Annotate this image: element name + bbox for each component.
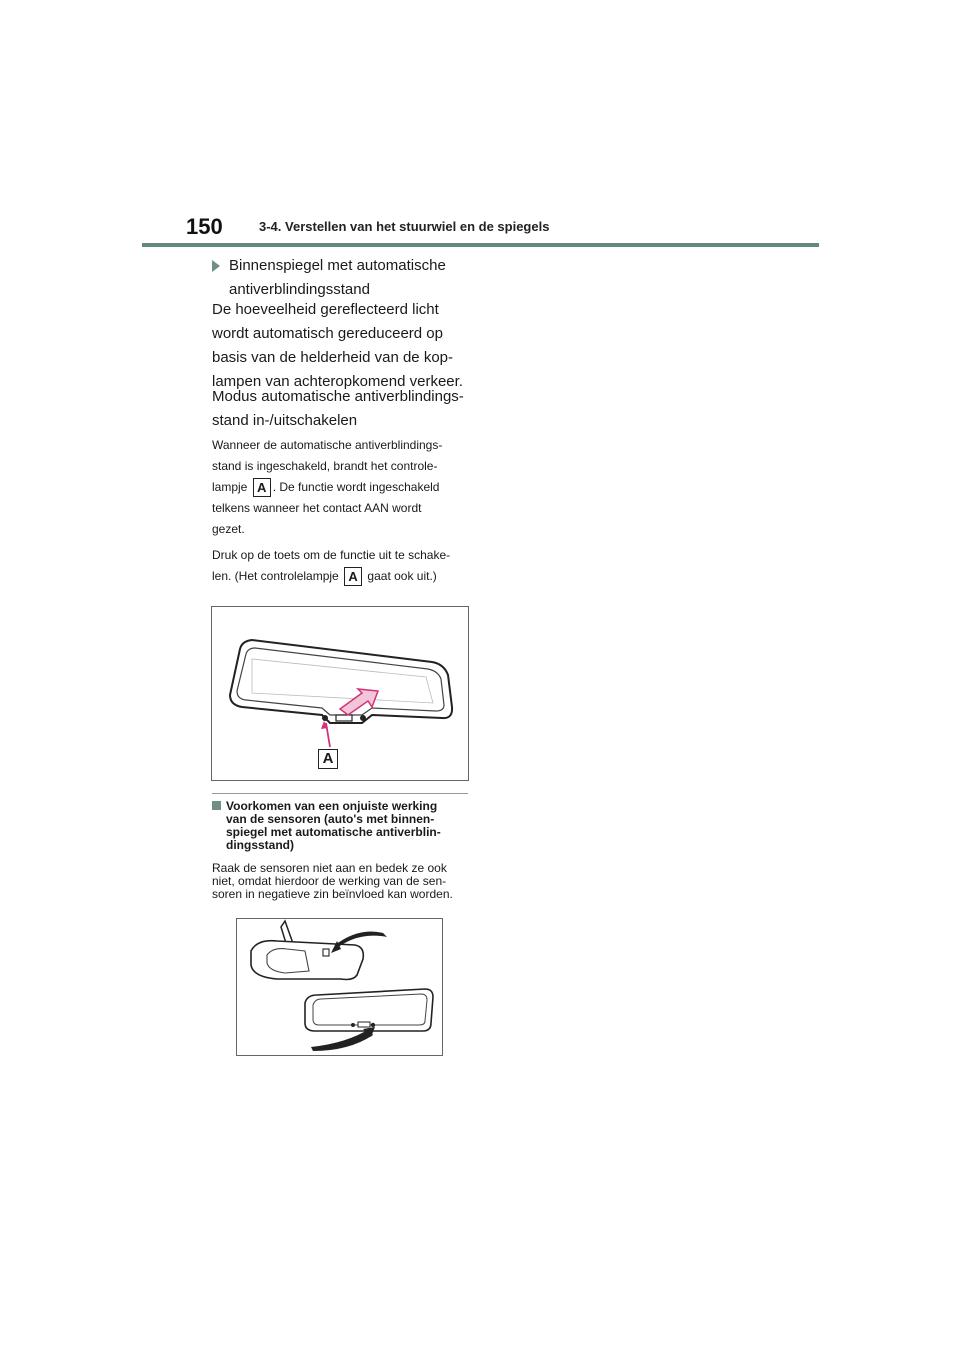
intro-line-3: basis van de helderheid van de kop- xyxy=(212,349,453,366)
chapter-title: 3-4. Verstellen van het stuurwiel en de spiegels xyxy=(259,219,550,234)
note-heading-line-2: van de sensoren (auto's met binnen- xyxy=(226,812,435,826)
note-rule xyxy=(212,793,468,794)
intro-line-2: wordt automatisch gereduceerd op xyxy=(212,325,443,342)
switch-off-line-2-end: gaat ook uit.) xyxy=(367,569,437,583)
mirror-indicator-figure xyxy=(211,606,469,781)
mirror-sensors-illustration xyxy=(237,919,442,1055)
note-body-line-3: soren in negatieve zin beïnvloed kan worden. xyxy=(212,887,453,901)
triangle-bullet-icon xyxy=(212,260,220,272)
intro-line-4: lampen van achteropkomend verkeer. xyxy=(212,373,463,390)
note-body xyxy=(212,862,476,901)
section-heading-line-2: antiverblindingsstand xyxy=(229,281,370,298)
note-heading-line-4: dingsstand) xyxy=(226,838,294,852)
indicator-line-4: telkens wanneer het contact AAN wordt xyxy=(212,501,422,515)
toggle-line-2: stand in-/uitschakelen xyxy=(212,412,358,429)
indicator-line-3-start: lampje xyxy=(212,480,248,494)
note-heading-line-1: Voorkomen van een onjuiste werking xyxy=(226,799,438,813)
switch-off-line-1: Druk op de toets om de functie uit te schake- xyxy=(212,548,451,562)
mirror-sensors-figure xyxy=(236,918,443,1056)
note-square-icon xyxy=(212,801,221,810)
switch-off-line-2 xyxy=(212,566,472,587)
toggle-line-1: Modus automatische antiverblindings- xyxy=(212,388,464,405)
intro-line-1: De hoeveelheid gereflecteerd licht xyxy=(212,301,439,318)
page-number: 150 xyxy=(186,214,223,239)
label-a-inline-2: A xyxy=(344,567,362,586)
section-heading-line-1: Binnenspiegel met automatische xyxy=(229,257,446,274)
indicator-line-2: stand is ingeschakeld, brandt het controle- xyxy=(212,459,438,473)
indicator-paragraph xyxy=(212,435,472,540)
indicator-line-5: gezet. xyxy=(212,522,245,536)
indicator-line-1: Wanneer de automatische antiverblindings- xyxy=(212,438,443,452)
toggle-paragraph xyxy=(212,385,472,433)
note-heading xyxy=(212,800,474,852)
intro-paragraph xyxy=(212,298,472,394)
header-rule xyxy=(142,243,819,247)
callout-label-a: A xyxy=(318,749,338,769)
section-heading xyxy=(212,254,472,302)
rearview-mirror-illustration xyxy=(212,607,468,780)
switch-off-paragraph xyxy=(212,545,472,587)
note-body-line-1: Raak de sensoren niet aan en bedek ze ook xyxy=(212,861,447,875)
note-body-line-2: niet, omdat hierdoor de werking van de sen- xyxy=(212,874,447,888)
indicator-line-3-end: . De functie wordt ingeschakeld xyxy=(272,480,440,494)
switch-off-line-2-start: len. (Het controlelampje xyxy=(212,569,339,583)
note-heading-line-3: spiegel met automatische antiverblin- xyxy=(226,825,441,839)
label-a-inline: A xyxy=(253,478,271,497)
indicator-line-3 xyxy=(212,477,472,498)
